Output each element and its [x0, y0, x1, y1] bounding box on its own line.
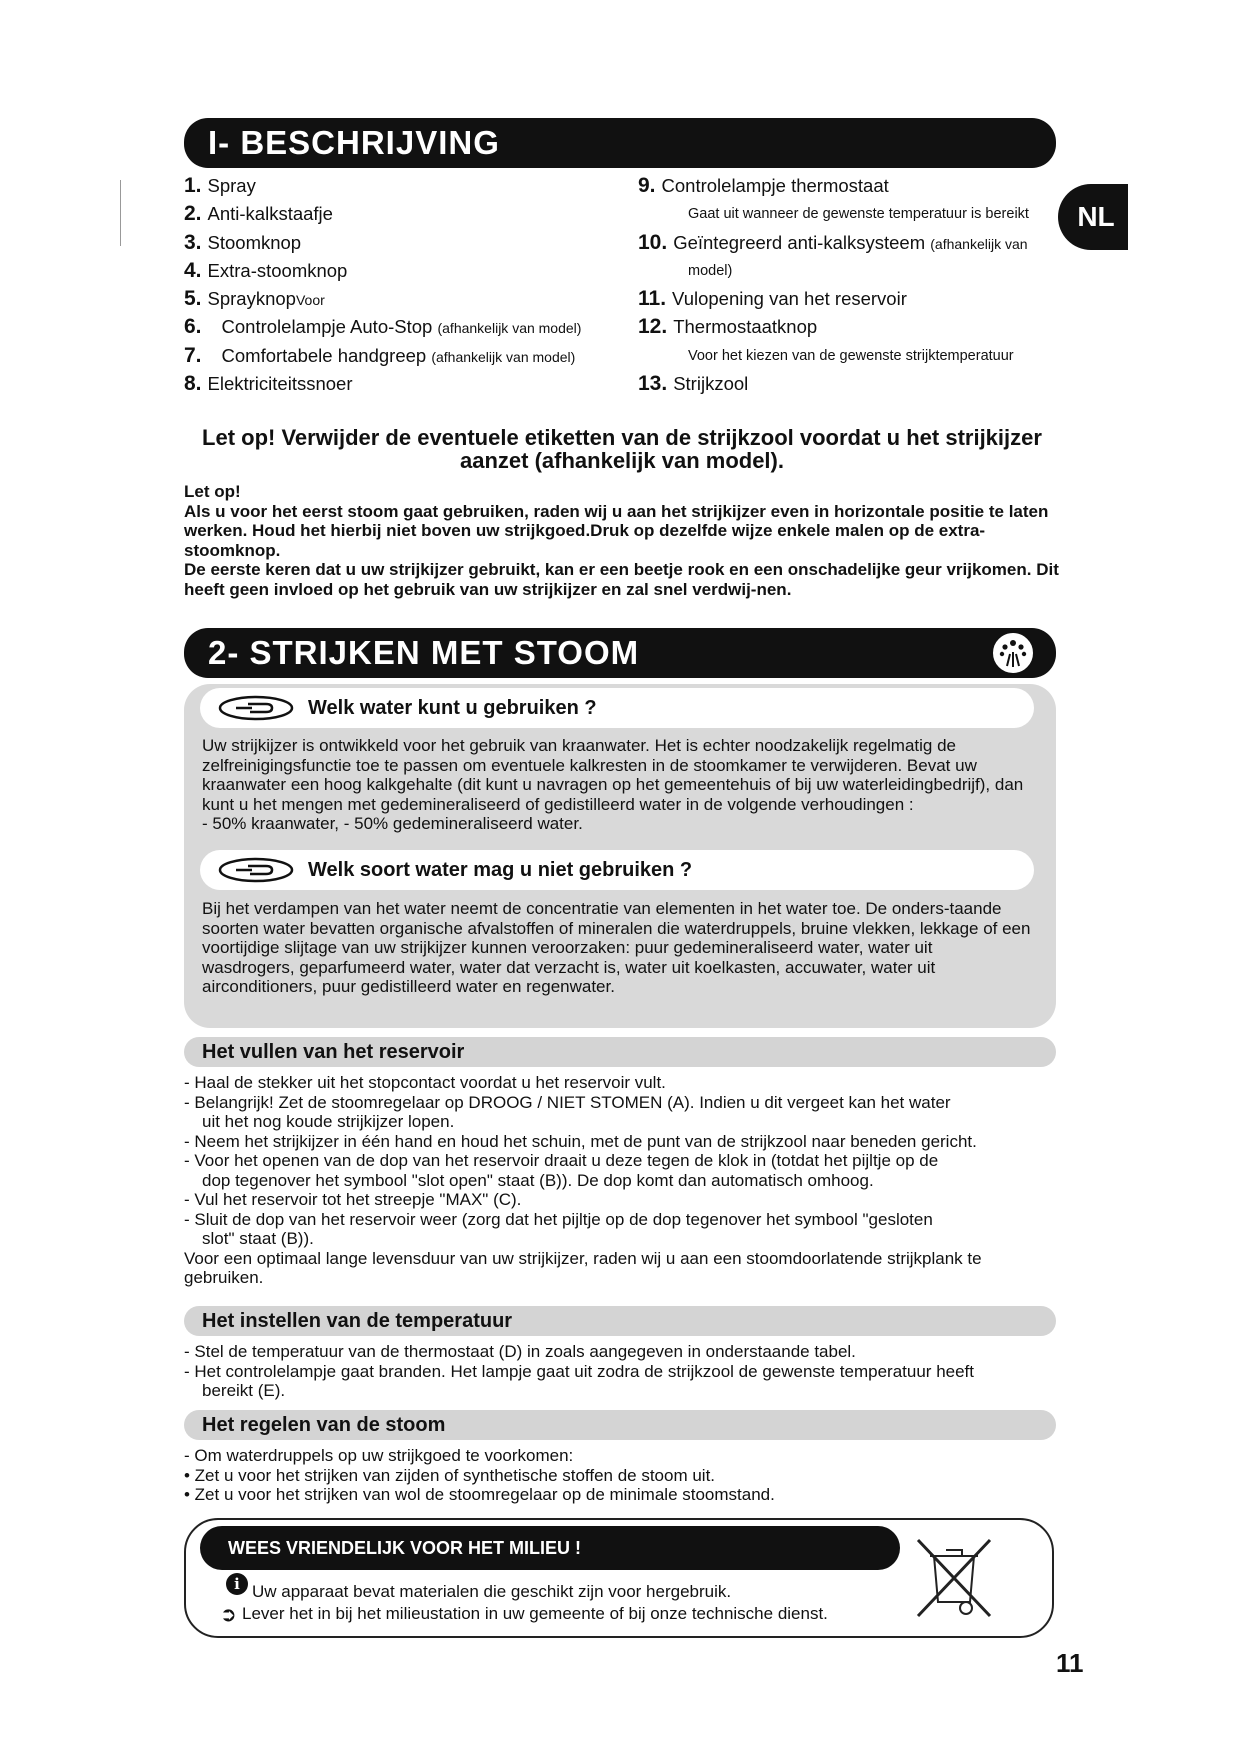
part-item: 1. Spray — [184, 174, 256, 197]
question-title: Welk water kunt u gebruiken ? — [308, 696, 597, 719]
first-use-note — [184, 482, 1064, 599]
part-item-note: Gaat uit wanneer de gewenste temperatuur is bereikt — [688, 206, 1029, 223]
parts-list-right — [638, 172, 1029, 398]
dropoff-text: Lever het in bij het milieustation in uw gemeente of bij onze technische dienst. — [242, 1604, 828, 1623]
temperature-heading: Het instellen van de temperatuur — [184, 1306, 1056, 1336]
language-tab — [1058, 184, 1128, 250]
fill-heading: Het vullen van het reservoir — [184, 1037, 1056, 1067]
part-item-note: Voor het kiezen van de gewenste strijktemperatuur — [688, 347, 1014, 364]
part-item: 5. SprayknopVoor — [184, 287, 325, 311]
section2-title: 2- STRIJKEN MET STOOM — [208, 634, 640, 671]
part-item: 2. Anti-kalkstaafje — [184, 202, 333, 226]
crossed-bin-icon — [904, 1526, 1004, 1626]
steam-instructions: - Om waterdruppels op uw strijkgoed te voorkomen: • Zet u voor het strijken van zijden of synthetische stoffen de stoom uit. • Zet u voor het strijken van wol de stoomregelaar op de minimale stoomstand. — [184, 1446, 775, 1504]
steam-heading: Het regelen van de stoom — [184, 1410, 1056, 1440]
note-heading: Let op! — [184, 482, 241, 501]
page-number: 11 — [1056, 1648, 1084, 1678]
arrow-icon: ➲ — [220, 1604, 237, 1626]
part-item: 6. Controlelampje Auto-Stop (afhankelijk van model) — [184, 315, 582, 339]
margin-rule — [120, 180, 121, 246]
part-item: 8. Elektriciteitssnoer — [184, 372, 353, 396]
pointing-hand-icon — [218, 857, 294, 883]
info-icon: i — [226, 1573, 248, 1595]
section2-title-band — [184, 628, 1056, 678]
language-tab-label: NL — [1077, 201, 1115, 232]
question-water-not-ok — [200, 850, 1034, 890]
part-item: 11. Vulopening van het reservoir — [638, 287, 907, 311]
section1-title: I- BESCHRIJVING — [208, 124, 500, 161]
part-item-note: model) — [688, 262, 733, 279]
question-title: Welk soort water mag u niet gebruiken ? — [308, 858, 693, 881]
fill-instructions: - Haal de stekker uit het stopcontact voordat u het reservoir vult. - Belangrijk! Zet de stoomregelaar op DROOG / NIET STOMEN (A). Indien u dit vergeet kan het water uit het nog koude strijkijzer lopen. - Neem het strijkijzer in één hand en houd het schuin, met de punt van de strijkzool naar beneden gericht. - Voor het openen van de dop van het reservoir draait u deze tegen de klok in (totdat het pijltje op de dop tegenover het symbool "slot open" staat (B)). De dop komt dan automatisch omhoog. - Vul het reservoir tot het streepje "MAX" (C). - Sluit de dop van het reservoir weer (zorg dat het pijltje op de dop tegenover het symbool "gesloten slot" staat (B)). Voor een optimaal lange levensduur van uw strijkijzer, raden wij u aan een stoomdoorlatende strijkplank te gebruiken. — [184, 1073, 982, 1287]
environment-title: WEES VRIENDELIJK VOOR HET MILIEU ! — [228, 1537, 582, 1558]
part-item: 13. Strijkzool — [638, 372, 749, 396]
parts-list-left — [184, 172, 581, 398]
section1-title-band — [184, 118, 1056, 168]
note-paragraph: De eerste keren dat u uw strijkijzer gebruikt, kan er een beetje rook en een onschadelijke geur vrijkomen. Dit heeft geen invloed op het gebruik van uw strijkijzer en zal snel verdwij-nen. — [184, 560, 1059, 599]
steam-icon — [990, 630, 1036, 676]
temperature-instructions: - Stel de temperatuur van de thermostaat (D) in zoals aangegeven in onderstaande tabel. - Het controlelampje gaat branden. Het lampje gaat uit zodra de strijkzool de gewenste temperatuur heeft bereikt (E). — [184, 1342, 975, 1400]
part-item: 4. Extra-stoomknop — [184, 258, 348, 282]
label-warning: Let op! Verwijder de eventuele etiketten van de strijkzool voordat u het strijkijzer aanzet (afhankelijk van model). — [202, 425, 1042, 473]
question-water-ok — [200, 688, 1034, 728]
water-ok-text: Uw strijkijzer is ontwikkeld voor het gebruik van kraanwater. Het is echter noodzakelijk regelmatig de zelfreinigingsfunctie toe te passen om eventuele kalkresten in de stoomkamer te verwijderen. Bevat uw kraanwater een hoog kalkgehalte (dit kunt u navragen op het gemeentehuis of bij uw waterleidingbedrijf), dan kunt u het mengen met gedemineraliseerd of gedistilleerd water in de volgende verhoudingen : - 50% kraanwater, - 50% gedemineraliseerd water. — [202, 736, 1024, 833]
environment-title-band — [200, 1526, 900, 1570]
part-item: 3. Stoomknop — [184, 230, 302, 254]
part-item: 12. Thermostaatknop — [638, 315, 818, 339]
pointing-hand-icon — [218, 695, 294, 721]
note-paragraph: Als u voor het eerst stoom gaat gebruiken, raden wij u aan het strijkijzer even in horizontale positie te laten werken. Houd het hierbij niet boven uw strijkgoed.Druk op dezelfde wijze enkele malen op de extra-stoomknop. — [184, 501, 1049, 560]
recycle-text: Uw apparaat bevat materialen die geschikt zijn voor hergebruik. — [252, 1582, 732, 1601]
part-item: 7. Comfortabele handgreep (afhankelijk van model) — [184, 343, 576, 367]
part-item: 9. Controlelampje thermostaat — [638, 174, 889, 197]
water-not-ok-text: Bij het verdampen van het water neemt de concentratie van elementen in het water toe. De onders-taande soorten water bevatten organische afvalstoffen of mineralen die waterdruppels, bruine vlekken, lekkage of een voortijdige slijtage van uw strijkijzer kunnen veroorzaken: puur gedemineraliseerd water, water uit wasdrogers, geparfumeerd water, water dat verzacht is, water uit koelkasten, accuwater, water uit airconditioners, puur gedistilleerd water en regenwater. — [202, 899, 1031, 996]
part-item: 10. Geïntegreerd anti-kalksysteem (afhankelijk van — [638, 230, 1028, 254]
